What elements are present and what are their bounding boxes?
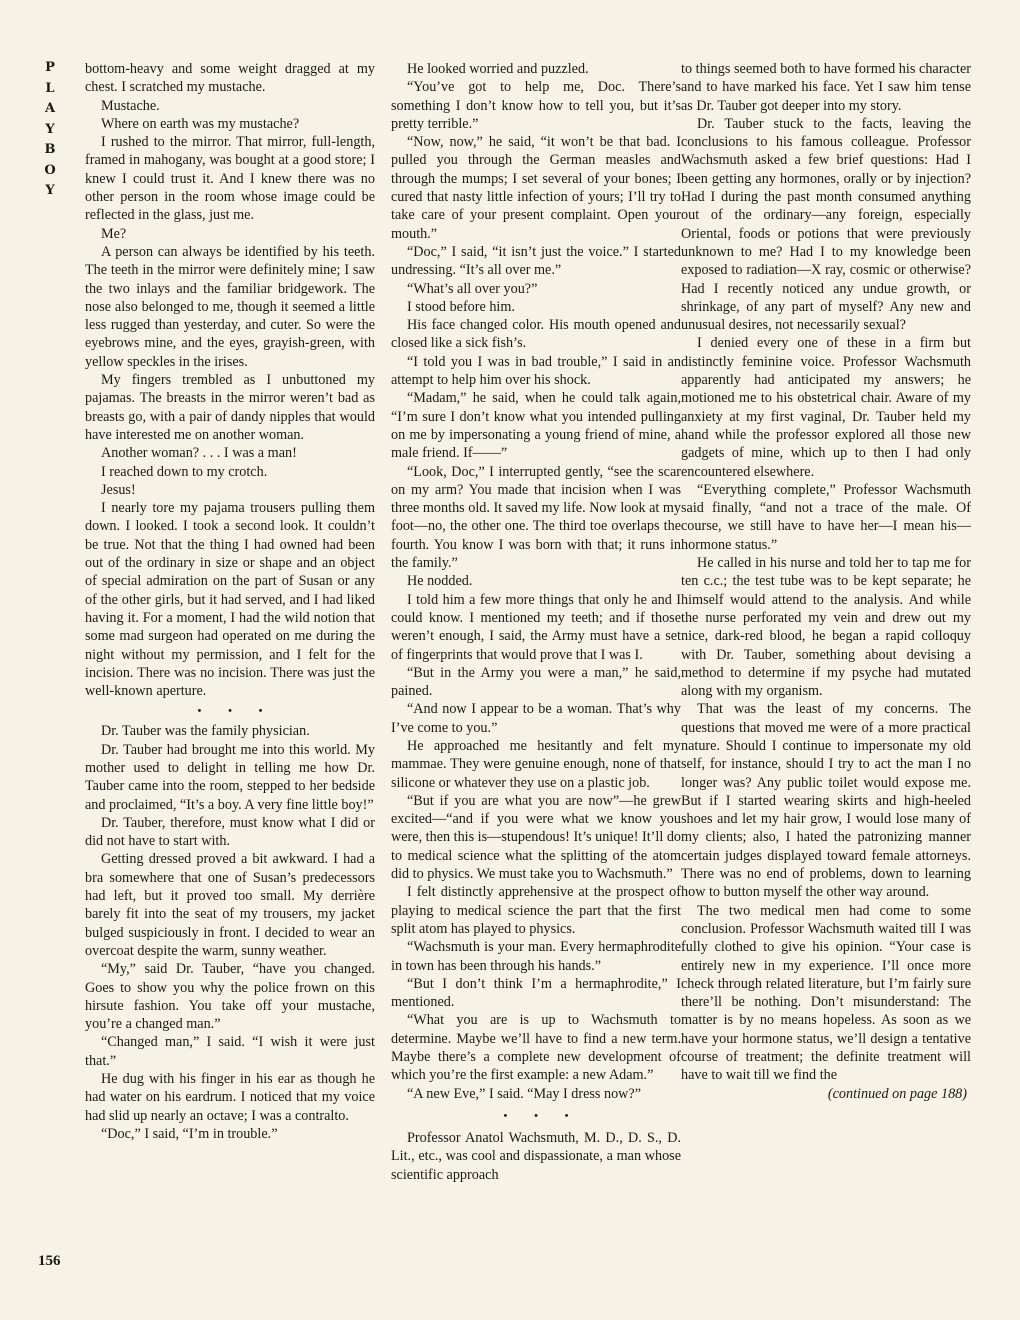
masthead-letter: B: [44, 142, 56, 157]
masthead-letter: Y: [45, 183, 55, 198]
paragraph: “Changed man,” I said. “I wish it were just that.”: [85, 1034, 375, 1069]
masthead-letter: P: [45, 60, 55, 75]
paragraph: A person can always be identified by his teeth. The teeth in the mirror were definitely mine; I saw the two inlays and the familiar bridgework. The nose also belonged to me, though it seemed a little less rugged than yesterday, and cuter. So were the eyebrows mine, and the eyes, grayish-green, with yellow speckles in the irises.: [85, 243, 375, 370]
paragraph: I stood before him.: [407, 298, 515, 315]
paragraph: He called in his nurse and told her to tap me for ten c.c.; the test tube was to be kept separate; he himself would attend to the analysis. And while the nurse perforated my vein and drew out my nice, dark-red blood, he began a rapid colloquy with Dr. Tauber, something about devising a method to determine if my psyche had mutated along with my organism.: [681, 555, 971, 700]
text-column-2: [391, 60, 681, 1184]
paragraph: I reached down to my crotch.: [101, 463, 268, 480]
section-break: • • •: [503, 1109, 581, 1122]
paragraph: He nodded.: [407, 573, 473, 590]
continuation-note: (continued on page 188): [827, 1085, 967, 1102]
section-break: • • •: [197, 705, 275, 718]
text-column-3: [681, 60, 971, 1103]
paragraph: to things seemed both to have formed his character and to have marked his face. Yet I saw him tense as Dr. Tauber got deeper into my story.: [681, 61, 971, 114]
paragraph: He approached me hesitantly and felt my mammae. They were genuine enough, none of that silicone or whatever they use on a plastic job.: [391, 737, 681, 791]
paragraph: “And now I appear to be a woman. That’s why I’ve come to you.”: [391, 701, 681, 736]
paragraph: Me?: [101, 225, 127, 242]
paragraph: He dug with his finger in his ear as though he had water on his eardrum. I noticed that my voice had slid up nearly an octave; I was a contralto.: [85, 1071, 375, 1124]
paragraph: “Now, now,” he said, “it won’t be that bad. I pulled you through the German measles and through the mumps; I set several of your bones; I cured that nasty little infection of yours; I’ll try to take care of your present complaint. Open your mouth.”: [391, 134, 681, 242]
paragraph: “Doc,” I said, “I’m in trouble.”: [101, 1125, 278, 1142]
masthead-letter: A: [44, 101, 56, 116]
paragraph: I told him a few more things that only he and I could know. I mentioned my teeth; and if those weren’t enough, I said, the Army must have a set of fingerprints that would prove that I was I.: [391, 591, 681, 663]
paragraph: Dr. Tauber, therefore, must know what I did or did not have to start with.: [85, 814, 375, 850]
masthead-letter: Y: [45, 121, 55, 137]
paragraph: Dr. Tauber had brought me into this world. My mother used to delight in telling me how Dr. Tauber came into the room, stepped to her bedside and proclaimed, “It’s a boy. A very fine little boy!”: [85, 741, 375, 813]
paragraph: “But in the Army you were a man,” he said, pained.: [391, 664, 681, 700]
paragraph: Where on earth was my mustache?: [101, 115, 300, 132]
paragraph: That was the least of my concerns. The questions that moved me were of a more practical nature. Should I continue to impersonate my old self, for instance, should I try to act the man I no longer was? Any public toilet would expose me. But if I started wearing skirts and high-heeled shoes and let my hair grow, I would lose many of my clients; also, I hated the patronizing manner certain judges displayed toward female attorneys. There was no end of problems, down to learning how to button myself the other way around.: [681, 701, 971, 901]
masthead-letter: O: [44, 162, 56, 178]
paragraph: I denied every one of these in a firm but distinctly feminine voice. Professor Wachsmuth apparently had anticipated my answers; he motioned me to his obstetrical chair. Aware of my anxiety at my first vaginal, Dr. Tauber held my hand while the professor explored all those new gadgets of mine, which up to then I had only encountered elsewhere.: [681, 335, 971, 480]
paragraph: “But if you are what you are now”—he grew excited—“and if you were what we know you were, then this is—stupendous! It’s unique! It’ll do to medical science what the splitting of the atom did to physics. We must take you to Wachsmuth.”: [391, 792, 682, 883]
paragraph: My fingers trembled as I unbuttoned my pajamas. The breasts in the mirror weren’t bad as breasts go, with a pair of dandy nipples that would have interested me on another woman.: [85, 372, 375, 443]
paragraph: Jesus!: [101, 481, 136, 498]
paragraph: Professor Anatol Wachsmuth, M. D., D. S., D. Lit., etc., was cool and dispassionate, a man whose scientific approach: [391, 1129, 681, 1183]
paragraph: I felt distinctly apprehensive at the prospect of playing to medical science the part that the first split atom has played to physics.: [391, 884, 681, 937]
paragraph: Dr. Tauber was the family physician.: [101, 723, 310, 740]
masthead: [38, 58, 62, 202]
paragraph: He looked worried and puzzled.: [407, 61, 589, 77]
masthead-letter: L: [45, 80, 55, 96]
paragraph: “Wachsmuth is your man. Every hermaphrodite in town has been through his hands.”: [391, 939, 681, 974]
paragraph: His face changed color. His mouth opened and closed like a sick fish’s.: [391, 317, 681, 352]
paragraph: “Doc,” I said, “it isn’t just the voice.” I started undressing. “It’s all over me.”: [391, 243, 681, 279]
paragraph: “Look, Doc,” I interrupted gently, “see the scar on my arm? You made that incision when I was three months old. It saved my life. Now look at my foot—no, the other one. The third toe overlaps the fourth. You know I was born with that; it runs in the family.”: [391, 463, 682, 572]
paragraph: “What’s all over you?”: [407, 280, 538, 297]
paragraph: bottom-heavy and some weight dragged at my chest. I scratched my mustache.: [85, 61, 375, 96]
paragraph: I nearly tore my pajama trousers pulling them down. I looked. I took a second look. It couldn’t be true. Not that the thing I had owned had been out of the ordinary in size or shape and an object of special admiration on the part of Susan or any of the other girls, but it had served, and I had liked having it. For a moment, I had the wild notion that some mad surgeon had operated on me during the night without my permission, and I felt for the incision. There was no incision. There was just the well-known aperture.: [85, 500, 375, 700]
paragraph: “I told you I was in bad trouble,” I said in an attempt to help him over his shock.: [391, 353, 681, 389]
paragraph: “Everything complete,” Professor Wachsmuth said finally, “and not a trace of the male. Of course, we still have to have her—I mean his—hormone status.”: [681, 481, 971, 553]
paragraph: Another woman? . . . I was a man!: [101, 445, 297, 462]
paragraph: “My,” said Dr. Tauber, “have you changed. Goes to show you why the police frown on this hirsute fashion. You take off your mustache, you’re a changed man.”: [85, 961, 375, 1033]
paragraph: Dr. Tauber stuck to the facts, leaving the conclusions to his famous colleague. Professor Wachsmuth asked a few brief questions: Had I been getting any hormones, orally or by injection? Had I during the past month consumed anything out of the ordinary—any foreign, especially Oriental, foods or potions that were previously unknown to me? Had I to my knowledge been exposed to radiation—X ray, cosmic or otherwise? Had I recently noticed any undue growth, or shrinkage, of any part of myself? Any new and unusual desires, not necessarily sexual?: [681, 115, 971, 334]
paragraph: Mustache.: [101, 97, 160, 114]
page-number: 156: [38, 1253, 61, 1269]
paragraph: “What you are is up to Wachsmuth to determine. Maybe we’ll have to find a new term. Maybe there’s a complete new development of which you’re the first example: a new Adam.”: [391, 1012, 681, 1084]
paragraph: “But I don’t think I’m a hermaphrodite,” I mentioned.: [391, 975, 681, 1011]
paragraph: “You’ve got to help me, Doc. There’s something I don’t know how to tell you, but it’s pretty terrible.”: [391, 79, 681, 132]
text-column-1: [85, 60, 375, 1143]
paragraph: “Madam,” he said, when he could talk again, “I’m sure I don’t know what you intended pulling on me by impersonating a young friend of mine, a male friend. If——”: [391, 390, 681, 462]
paragraph: “A new Eve,” I said. “May I dress now?”: [407, 1085, 642, 1102]
paragraph: I rushed to the mirror. That mirror, full-length, framed in mahogany, was bought at a good store; I knew I could trust it. And I knew there was no other person in the room whose image could be reflected in the glass, just me.: [85, 134, 375, 224]
paragraph: Getting dressed proved a bit awkward. I had a bra somewhere that one of Susan’s predecessors had left, but it proved too small. My derrière barely fit into the seat of my trousers, my jacket bulged suspiciously in front. I decided to wear an overcoat despite the warm, sunny weather.: [85, 851, 375, 959]
paragraph: The two medical men had come to some conclusion. Professor Wachsmuth waited till I was fully clothed to give his opinion. “Your case is entirely new in my experience. I’ll once more check through related literature, but I’m fairly sure there’ll be nothing. Don’t misunderstand: The matter is by no means hopeless. As soon as we have your hormone status, we’ll design a tentative course of treatment; the definite treatment will have to wait till we find the: [681, 902, 971, 1084]
